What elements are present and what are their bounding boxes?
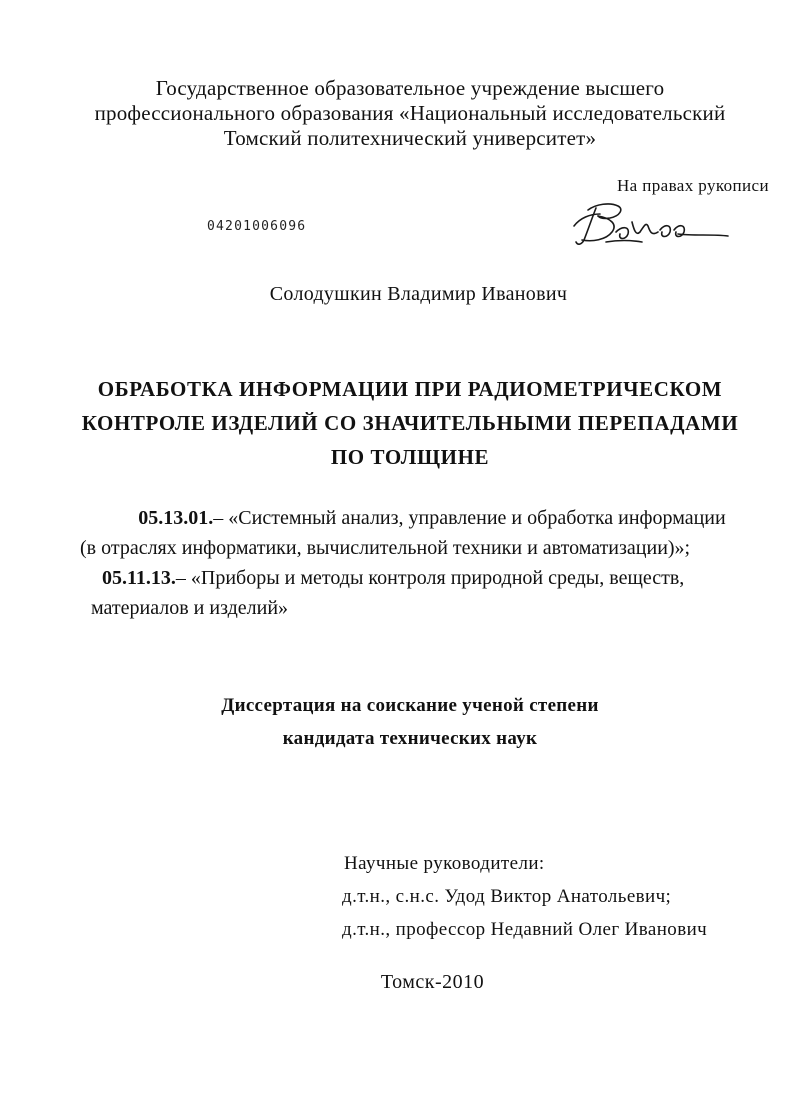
institution-line: Государственное образовательное учреждение высшего <box>155 76 665 100</box>
signature-icon <box>566 196 736 260</box>
city-year: Томск-2010 <box>380 971 485 993</box>
specialty-text: – «Приборы и методы контроля природной среды, веществ, <box>175 567 685 589</box>
supervisors-heading: Научные руководители: <box>344 853 545 874</box>
document-code: 04201006096 <box>207 219 307 234</box>
specialty-code: 05.11.13. <box>102 567 176 589</box>
supervisor-entry: д.т.н., профессор Недавний Олег Иванович <box>342 919 708 940</box>
author-name: Солодушкин Владимир Иванович <box>269 283 568 305</box>
title-line: ПО ТОЛЩИНЕ <box>330 445 490 469</box>
specialty-line: (в отраслях информатики, вычислительной техники и автоматизации)»; <box>80 537 691 559</box>
manuscript-note: На правах рукописи <box>616 176 769 195</box>
specialty-line <box>86 563 766 593</box>
degree-line: Диссертация на соискание ученой степени <box>221 695 599 716</box>
specialties <box>80 503 766 623</box>
specialty-text: – «Системный анализ, управление и обработка информации <box>213 507 726 529</box>
specialty-line <box>86 503 766 533</box>
supervisors <box>342 847 707 946</box>
specialty-code: 05.13.01. <box>138 507 214 529</box>
title-line: ОБРАБОТКА ИНФОРМАЦИИ ПРИ РАДИОМЕТРИЧЕСКОМ <box>97 377 723 401</box>
degree-statement <box>40 689 780 755</box>
specialty-line: материалов и изделий» <box>91 597 289 619</box>
degree-line: кандидата технических наук <box>282 728 538 749</box>
supervisor-entry: д.т.н., с.н.с. Удод Виктор Анатольевич; <box>342 886 672 907</box>
dissertation-title <box>40 372 780 474</box>
institution-line: Томский политехнический университет» <box>223 126 597 150</box>
institution-line: профессионального образования «Национальный исследовательский <box>94 101 726 125</box>
institution-header <box>40 76 780 151</box>
title-line: КОНТРОЛЕ ИЗДЕЛИЙ СО ЗНАЧИТЕЛЬНЫМИ ПЕРЕПАДАМИ <box>81 411 739 435</box>
